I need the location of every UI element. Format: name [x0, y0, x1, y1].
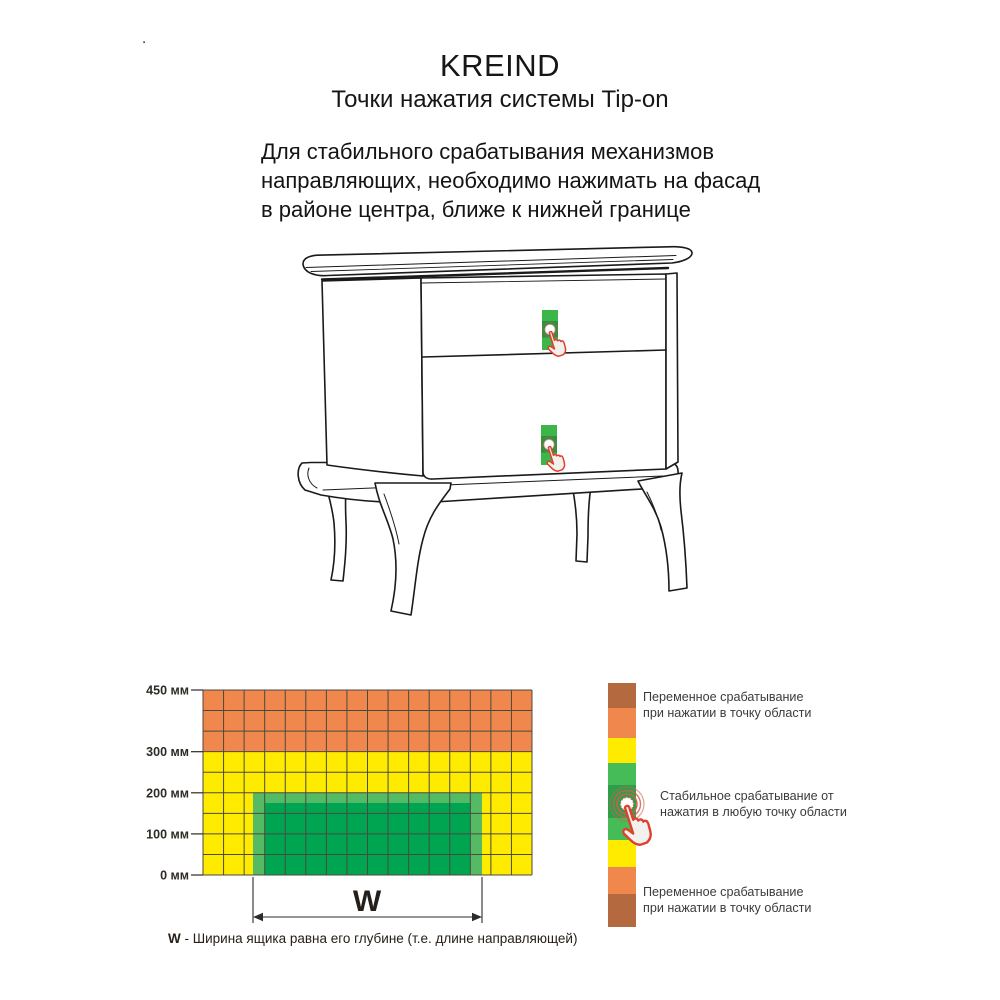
description-paragraph — [261, 137, 781, 224]
legend-line: Переменное срабатывание — [643, 690, 804, 704]
legend-bar-segment — [608, 683, 636, 708]
axis-label: 100 мм — [146, 827, 189, 842]
page-subtitle: Точки нажатия системы Tip-on — [331, 86, 669, 113]
legend-bar-segment — [608, 894, 636, 927]
legend-line: Переменное срабатывание — [643, 885, 804, 899]
arrowhead-left — [253, 913, 263, 921]
legend-bar-segment — [608, 867, 636, 894]
description-line: в районе центра, ближе к нижней границе — [261, 197, 691, 222]
axis-label: 300 мм — [146, 745, 189, 760]
axis-label: 200 мм — [146, 786, 189, 801]
legend-line: при нажатии в точку области — [643, 900, 812, 915]
legend-line: Стабильное срабатывание от — [660, 789, 834, 803]
description-line: направляющих, необходимо нажимать на фасад — [261, 168, 761, 193]
legend-item-variable-top — [643, 690, 811, 721]
footnote-text: - Ширина ящика равна его глубине (т.е. длине направляющей) — [180, 931, 578, 946]
cabinet-body — [322, 273, 678, 479]
nightstand-drawing — [225, 242, 715, 642]
footnote — [168, 931, 577, 946]
press-zone-chart — [140, 670, 620, 932]
page-title: KREIND — [439, 48, 561, 83]
legend-item-stable — [660, 789, 847, 820]
axis-labels — [146, 684, 189, 883]
legend-bar-segment — [608, 708, 636, 738]
footnote-symbol: W — [168, 931, 181, 946]
description-line: Для стабильного срабатывания механизмов — [261, 139, 715, 164]
legend-tap-hand-icon — [598, 773, 664, 851]
width-label: W — [352, 885, 382, 918]
axis-label: 450 мм — [146, 683, 189, 698]
legend-line: нажатия в любую точку области — [660, 804, 847, 819]
legend-line: при нажатии в точку области — [643, 705, 812, 720]
stray-dot: . — [142, 30, 147, 47]
legend-item-variable-bottom — [643, 885, 811, 916]
axis-ticks — [191, 690, 203, 875]
axis-label: 0 мм — [160, 868, 189, 883]
arrowhead-right — [472, 913, 482, 921]
legend-bar-segment — [608, 738, 636, 763]
